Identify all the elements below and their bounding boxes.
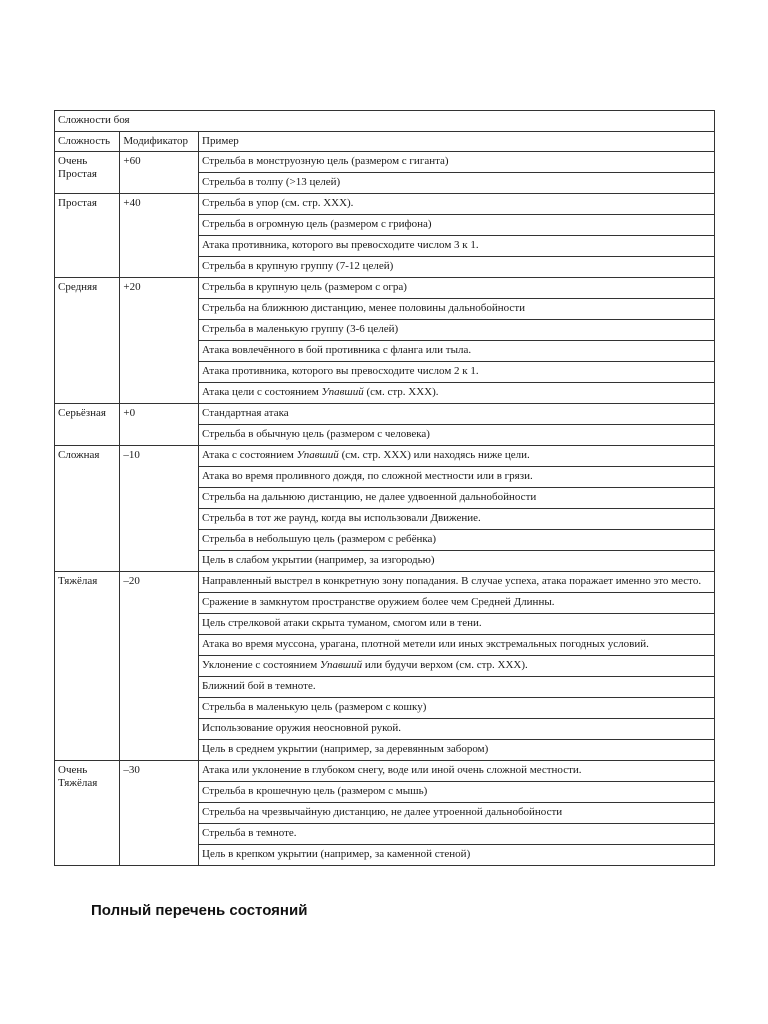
example-cell	[199, 761, 715, 782]
header-difficulty: Сложность	[55, 132, 120, 152]
difficulty-cell: Серьёзная	[55, 404, 120, 446]
table-body	[55, 152, 715, 866]
difficulty-cell: Простая	[55, 194, 120, 278]
modifier-cell: +60	[120, 152, 199, 194]
difficulty-cell: Сложная	[55, 446, 120, 572]
example-text: Стрельба в темноте.	[202, 827, 297, 839]
example-cell	[199, 488, 715, 509]
example-cell	[199, 845, 715, 866]
modifier-cell: +0	[120, 404, 199, 446]
example-cell	[199, 530, 715, 551]
difficulty-cell: Тяжёлая	[55, 572, 120, 761]
example-text: Стрельба в толпу (>13 целей)	[202, 176, 341, 188]
example-cell	[199, 551, 715, 572]
example-cell	[199, 383, 715, 404]
example-text: (см. стр. XXX).	[363, 386, 439, 398]
example-text: Стрельба на ближнюю дистанцию, менее половины дальнобойности	[202, 302, 526, 314]
condition-term: Упавший	[321, 386, 364, 398]
example-cell	[199, 572, 715, 593]
example-text: Сражение в замкнутом пространстве оружием более чем Средней Длинны.	[202, 596, 555, 608]
example-cell	[199, 635, 715, 656]
example-cell	[199, 215, 715, 236]
example-cell	[199, 404, 715, 425]
example-cell	[199, 677, 715, 698]
condition-term: Упавший	[296, 449, 339, 461]
example-cell	[199, 446, 715, 467]
header-modifier: Модификатор	[120, 132, 199, 152]
example-text: (см. стр. XXX) или находясь ниже цели.	[338, 449, 530, 461]
example-cell	[199, 299, 715, 320]
example-text: Атака противника, которого вы превосходите числом 2 к 1.	[202, 365, 479, 377]
example-cell	[199, 593, 715, 614]
example-text: Стрельба в маленькую группу (3-6 целей)	[202, 323, 399, 335]
example-cell	[199, 257, 715, 278]
example-cell	[199, 509, 715, 530]
example-text: Направленный выстрел в конкретную зону попадания. В случае успеха, атака поражает именно это место.	[202, 575, 702, 587]
example-text: Стрельба в крупную группу (7-12 целей)	[202, 260, 394, 272]
example-text: Стрельба в огромную цель (размером с грифона)	[202, 218, 432, 230]
modifier-cell: +40	[120, 194, 199, 278]
example-text: Стрельба в тот же раунд, когда вы использовали Движение.	[202, 512, 481, 524]
example-text: Стрельба в упор (см. стр. XXX).	[202, 197, 354, 209]
example-cell	[199, 740, 715, 761]
example-text: Атака с состоянием	[202, 449, 297, 461]
example-cell	[199, 152, 715, 173]
difficulty-cell: Очень Тяжёлая	[55, 761, 120, 866]
example-text: Использование оружия неосновной рукой.	[202, 722, 402, 734]
table-caption: Сложности боя	[55, 111, 715, 132]
example-text: Атака во время муссона, урагана, плотной метели или иных экстремальных погодных условий.	[202, 638, 649, 650]
example-cell	[199, 278, 715, 299]
example-text: Стрельба в небольшую цель (размером с ребёнка)	[202, 533, 437, 545]
condition-term: Упавший	[319, 659, 363, 671]
example-text: Стрельба на чрезвычайную дистанцию, не далее утроенной дальнобойности	[202, 806, 563, 818]
modifier-cell: +20	[120, 278, 199, 404]
section-heading: Полный перечень состояний	[91, 902, 308, 919]
table-row	[55, 446, 715, 467]
example-text: Стрельба на дальнюю дистанцию, не далее удвоенной дальнобойности	[202, 491, 537, 503]
example-cell	[199, 320, 715, 341]
example-text: Стрельба в крупную цель (размером с огра)	[202, 281, 407, 293]
example-text: Стрельба в маленькую цель (размером с кошку)	[202, 701, 427, 713]
example-text: Стандартная атака	[202, 407, 289, 419]
combat-difficulty-table	[54, 110, 715, 866]
example-text: Атака противника, которого вы превосходите числом 3 к 1.	[202, 239, 479, 251]
example-text: Стрельба в обычную цель (размером с человека)	[202, 428, 430, 440]
example-cell	[199, 425, 715, 446]
example-text: Ближний бой в темноте.	[202, 680, 316, 692]
table-row	[55, 194, 715, 215]
example-cell	[199, 656, 715, 677]
example-cell	[199, 782, 715, 803]
example-text: Атака во время проливного дождя, по сложной местности или в грязи.	[202, 470, 533, 482]
modifier-cell: –30	[120, 761, 199, 866]
example-cell	[199, 467, 715, 488]
example-text: Атака или уклонение в глубоком снегу, воде или иной очень сложной местности.	[202, 764, 582, 776]
example-text: или будучи верхом (см. стр. XXX).	[362, 659, 528, 671]
header-example: Пример	[199, 132, 715, 152]
example-cell	[199, 803, 715, 824]
difficulty-cell: Очень Простая	[55, 152, 120, 194]
example-text: Уклонение с состоянием	[202, 659, 320, 671]
example-text: Цель в крепком укрытии (например, за каменной стеной)	[202, 848, 471, 860]
example-text: Атака цели с состоянием	[202, 386, 322, 398]
example-cell	[199, 824, 715, 845]
example-cell	[199, 698, 715, 719]
example-cell	[199, 341, 715, 362]
example-cell	[199, 614, 715, 635]
modifier-cell: –10	[120, 446, 199, 572]
table-row	[55, 404, 715, 425]
example-cell	[199, 194, 715, 215]
table-row	[55, 278, 715, 299]
example-text: Стрельба в крошечную цель (размером с мышь)	[202, 785, 428, 797]
example-text: Цель в слабом укрытии (например, за изгородью)	[202, 554, 435, 566]
table-row	[55, 761, 715, 782]
example-cell	[199, 173, 715, 194]
example-text: Цель в среднем укрытии (например, за деревянным забором)	[202, 743, 489, 755]
difficulty-cell: Средняя	[55, 278, 120, 404]
table-row	[55, 572, 715, 593]
example-cell	[199, 236, 715, 257]
example-text: Атака вовлечённого в бой противника с фланга или тыла.	[202, 344, 472, 356]
example-text: Цель стрелковой атаки скрыта туманом, смогом или в тени.	[202, 617, 482, 629]
example-cell	[199, 362, 715, 383]
modifier-cell: –20	[120, 572, 199, 761]
example-text: Стрельба в монструозную цель (размером с гиганта)	[202, 155, 449, 167]
table-row	[55, 152, 715, 173]
example-cell	[199, 719, 715, 740]
